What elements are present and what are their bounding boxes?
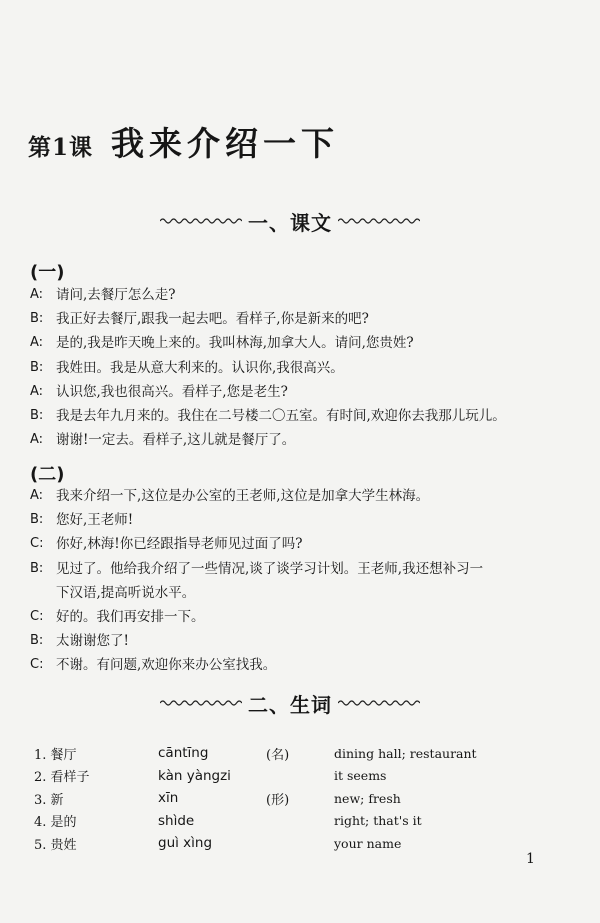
line-text: 我是去年九月来的。我住在二号楼二〇五室。有时间,欢迎你去我那儿玩儿。 [56, 408, 506, 425]
vocab-row [34, 810, 554, 833]
wave-ornament-right [338, 698, 420, 708]
line-text: 谢谢!一定去。看样子,这儿就是餐厅了。 [56, 432, 296, 449]
speaker-label: C: [30, 609, 44, 625]
vocab-word: 5. 贵姓 [34, 837, 77, 853]
line-text: 请问,去餐厅怎么走? [56, 287, 176, 303]
line-text: 我来介绍一下,这位是办公室的王老师,这位是加拿大学生林海。 [56, 488, 430, 504]
vocab-word: 2. 看样子 [34, 770, 90, 786]
speaker-label: A: [30, 335, 44, 351]
line-text: 不谢。有问题,欢迎你来办公室找我。 [56, 657, 277, 674]
speaker-label: B: [30, 512, 44, 528]
line-text: 好的。我们再安排一下。 [56, 609, 205, 626]
dialogue-line [30, 605, 570, 629]
wave-ornament-left [160, 216, 242, 226]
vocab-row [34, 765, 554, 788]
dialogue-line [30, 557, 570, 581]
speaker-label: C: [30, 536, 44, 552]
vocab-pinyin: guì xìng [158, 835, 213, 852]
line-text: 认识您,我也很高兴。看样子,您是老生? [56, 383, 288, 400]
dialogue-line [30, 653, 570, 677]
line-text: 我姓田。我是从意大利来的。认识你,我很高兴。 [56, 359, 344, 376]
vocab-english: new; fresh [334, 790, 401, 806]
speaker-label: A: [30, 432, 44, 448]
vocab-pinyin: cāntīng [158, 745, 209, 762]
vocab-pos: (形) [266, 792, 290, 808]
lesson-name: 我来介绍一下 [111, 124, 340, 163]
section-label-vocab: 二、生词 [248, 692, 332, 717]
dialogue-line [30, 508, 570, 532]
vocab-row [34, 742, 554, 765]
vocab-english: your name [334, 835, 402, 851]
speaker-label: B: [30, 311, 44, 327]
dialogue-line [30, 484, 570, 508]
wave-ornament-left [160, 698, 242, 708]
line-text: 我正好去餐厅,跟我一起去吧。看样子,你是新来的吧? [56, 311, 369, 328]
vocab-list [34, 742, 554, 855]
wave-ornament-right [338, 216, 420, 226]
vocab-pinyin: xīn [158, 790, 179, 807]
vocab-word: 3. 新 [34, 792, 64, 808]
dialogue2-lines [30, 484, 570, 678]
speaker-label: B: [30, 560, 44, 576]
line-text: 太谢谢您了! [56, 633, 129, 650]
dialogue1-label: (一) [30, 262, 65, 283]
speaker-label: B: [30, 633, 44, 649]
speaker-label: A: [30, 383, 44, 399]
dialogue-line [30, 428, 570, 452]
page-number: 1 [526, 851, 535, 867]
dialogue1-lines [30, 283, 570, 452]
vocab-row [34, 787, 554, 810]
speaker-label: A: [30, 287, 44, 302]
dialogue-line [30, 283, 570, 307]
vocab-pinyin: shìde [158, 812, 195, 829]
section-label-text: 一、课文 [248, 210, 332, 235]
speaker-label: B: [30, 408, 44, 424]
vocab-pinyin: kàn yàngzi [158, 767, 231, 784]
vocab-english: dining hall; restaurant [334, 745, 477, 761]
speaker-label: B: [30, 359, 44, 375]
line-text: 下汉语,提高听说水平。 [56, 584, 196, 601]
dialogue-line [30, 629, 570, 653]
dialogue-line [30, 532, 570, 556]
dialogue-line [30, 404, 570, 428]
speaker-label: C: [30, 657, 44, 673]
line-text: 见过了。他给我介绍了一些情况,谈了谈学习计划。王老师,我还想补习一 [56, 560, 484, 577]
dialogue-line [30, 307, 570, 331]
dialogue-line [30, 581, 570, 605]
line-text: 你好,林海!你已经跟指导老师见过面了吗? [56, 536, 303, 553]
vocab-english: right; that's it [334, 813, 422, 829]
dialogue2-label: (二) [30, 464, 65, 485]
lesson-title [28, 118, 339, 165]
vocab-pos: (名) [266, 747, 290, 763]
speaker-label: A: [30, 488, 44, 503]
lesson-number: 第1课 [28, 134, 94, 161]
vocab-english: it seems [334, 768, 387, 784]
line-text: 是的,我是昨天晚上来的。我叫林海,加拿大人。请问,您贵姓? [56, 335, 414, 352]
dialogue-line [30, 356, 570, 380]
vocab-word: 4. 是的 [34, 815, 77, 831]
section-heading-text [160, 208, 420, 234]
dialogue-line [30, 331, 570, 355]
section-heading-vocab [160, 690, 420, 716]
line-text: 您好,王老师! [56, 512, 134, 529]
vocab-row [34, 832, 554, 855]
vocab-word: 1. 餐厅 [34, 747, 77, 763]
dialogue-line [30, 380, 570, 404]
